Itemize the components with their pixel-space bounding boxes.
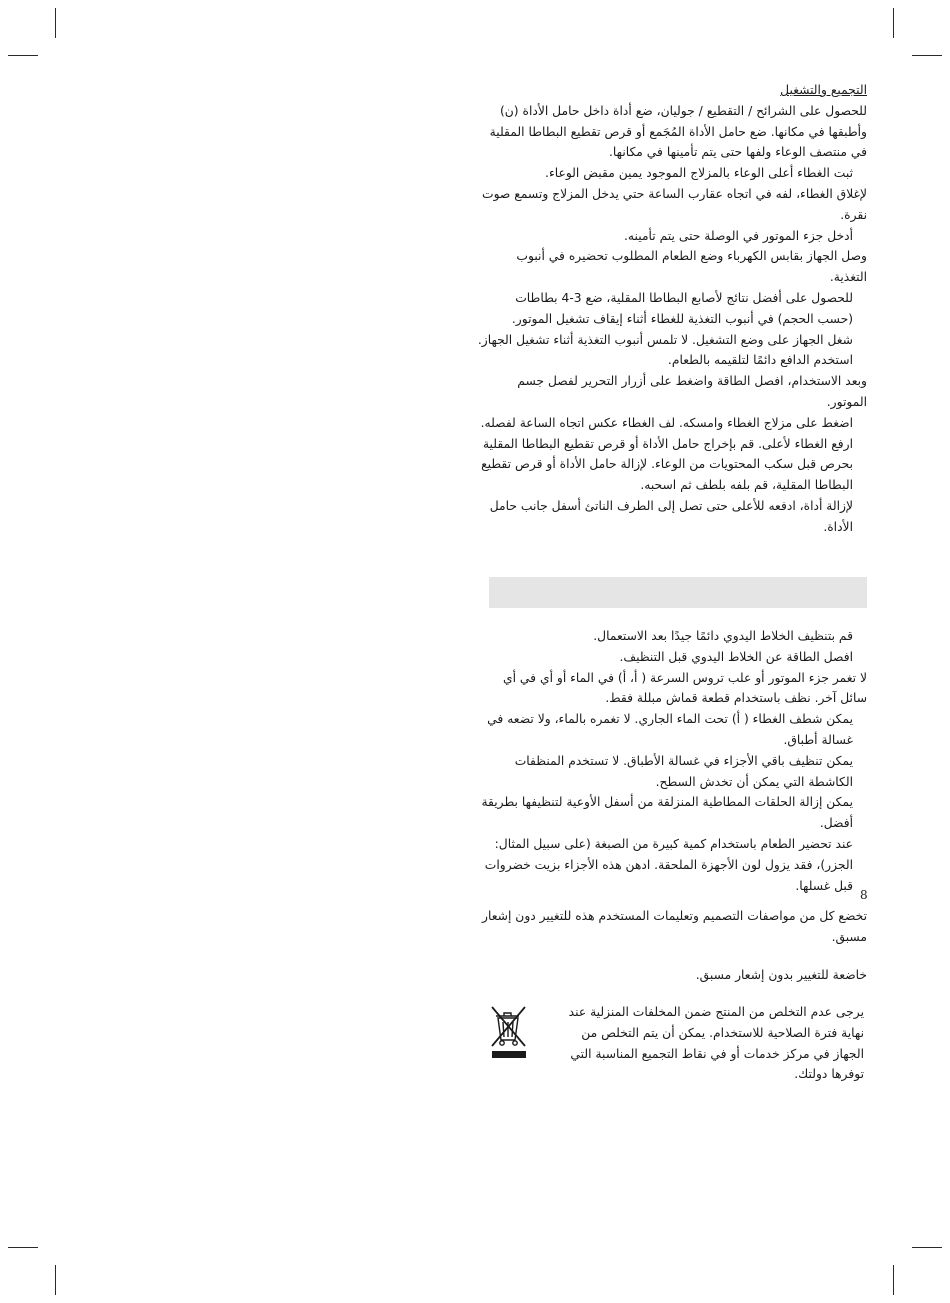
assembly-paragraph: ثبت الغطاء أعلى الوعاء بالمزلاج الموجود يمين مقبض الوعاء. — [545, 166, 853, 181]
specs-notice — [477, 906, 867, 948]
assembly-paragraph: اضغط على مزلاج الغطاء وامسكه. لف الغطاء عكس اتجاه الساعة لفصله. — [480, 415, 853, 430]
assembly-instructions — [477, 101, 867, 538]
crop-mark — [55, 1265, 56, 1295]
cleaning-section — [477, 626, 867, 896]
assembly-paragraph: أدخل جزء الموتور في الوصلة حتى يتم تأمينه. — [624, 228, 853, 243]
assembly-paragraph: لإزالة أداة، ادفعه للأعلى حتى تصل إلى الطرف الناتئ أسفل جانب حامل الأداة. — [489, 498, 853, 534]
disposal-text: يرجى عدم التخلص من المنتج ضمن المخلفات المنزلية عند نهاية فترة الصلاحية للاستخدام. يمكن أن يتم التخلص من الجهاز في مركز خدمات أو في نقاط التجميع المناسبة التي توفرها دولتك. — [568, 1005, 864, 1082]
crop-mark — [8, 55, 38, 56]
cleaning-section-header-bar — [489, 577, 867, 608]
crop-mark — [8, 1247, 38, 1248]
assembly-title: التجميع والتشغيل — [780, 83, 867, 97]
crossed-out-wheelie-bin-icon — [489, 1004, 529, 1060]
cleaning-paragraph: يمكن شطف الغطاء ( أ) تحت الماء الجاري. لا تغمره بالماء، ولا تضعه في غسالة أطباق. — [487, 712, 853, 747]
assembly-paragraph: وبعد الاستخدام، افصل الطاقة واضغط على أزرار التحرير لفصل جسم الموتور. — [517, 374, 867, 409]
cleaning-paragraph: قم بتنظيف الخلاط اليدوي دائمًا جيدًا بعد الاستعمال. — [593, 629, 853, 643]
assembly-paragraph: ارفع الغطاء لأعلى. قم بإخراج حامل الأداة أو قرص تقطيع البطاطا المقلية بحرص قبل سكب المحتويات من الوعاء. لإزالة حامل الأداة أو قرص تقطيع البطاطا المقلية، قم بلفه بلطف ثم اسحبه. — [481, 436, 853, 493]
crop-mark — [893, 1265, 894, 1295]
disposal-notice — [554, 1002, 864, 1085]
assembly-paragraph: شغل الجهاز على وضع التشغيل. لا تلمس أنبوب التغذية أثناء تشغيل الجهاز. استخدم الدافع دائمًا لتلقيمه بالطعام. — [477, 332, 853, 368]
crop-mark — [912, 1247, 942, 1248]
cleaning-instructions — [477, 626, 867, 896]
cleaning-paragraph: عند تحضير الطعام باستخدام كمية كبيرة من الصبغة (على سبيل المثال: الجزر)، فقد يزول لون الأجهزة الملحقة. ادهن هذه الأجزاء بزيت خضروات قبل غسلها. — [484, 836, 853, 893]
crop-mark — [912, 55, 942, 56]
cleaning-paragraph: لا تغمر جزء الموتور أو علب تروس السرعة ( أ، أ) في الماء أو أي في أي سائل آخر. نظف باستخدام قطعة قماش مبللة فقط. — [502, 670, 867, 706]
change-notice — [477, 965, 867, 986]
assembly-paragraph: للحصول على الشرائح / التقطيع / جوليان، ضع أداة داخل حامل الأداة (ن) وأطبقها في مكانها. ضع حامل الأداة المُجَمع أو قرص تقطيع البطاطا المقلية في منتصف الوعاء ولفها حتى يتم تأمينها في مكانها. — [489, 103, 867, 160]
assembly-paragraph: وصل الجهاز بقابس الكهرباء وضع الطعام المطلوب تحضيره في أنبوب التغذية. — [516, 249, 867, 285]
cleaning-paragraph: افصل الطاقة عن الخلاط اليدوي قبل التنظيف. — [619, 649, 853, 664]
cleaning-paragraph: يمكن تنظيف باقي الأجزاء في غسالة الأطباق. لا تستخدم المنظفات الكاشطة التي يمكن أن تخدش السطح. — [514, 753, 853, 789]
specs-notice-text: تخضع كل من مواصفات التصميم وتعليمات المستخدم هذه للتغيير دون إشعار مسبق. — [482, 909, 867, 944]
page-number: 8 — [860, 888, 868, 902]
assembly-paragraph: للحصول على أفضل نتائج لأصابع البطاطا المقلية، ضع 3-4 بطاطات (حسب الحجم) في أنبوب التغذية للغطاء أثناء إيقاف تشغيل الموتور. — [511, 290, 853, 326]
change-notice-text: خاضعة للتغيير بدون إشعار مسبق. — [695, 968, 867, 982]
assembly-section — [477, 80, 867, 538]
crop-mark — [893, 8, 894, 38]
assembly-paragraph: لإغلاق الغطاء، لفه في اتجاه عقارب الساعة حتي يدخل المزلاج وتسمع صوت نقرة. — [482, 186, 867, 222]
cleaning-paragraph: يمكن إزالة الحلقات المطاطية المنزلقة من أسفل الأوعية لتنظيفها بطريقة أفضل. — [481, 795, 853, 831]
crop-mark — [55, 8, 56, 38]
